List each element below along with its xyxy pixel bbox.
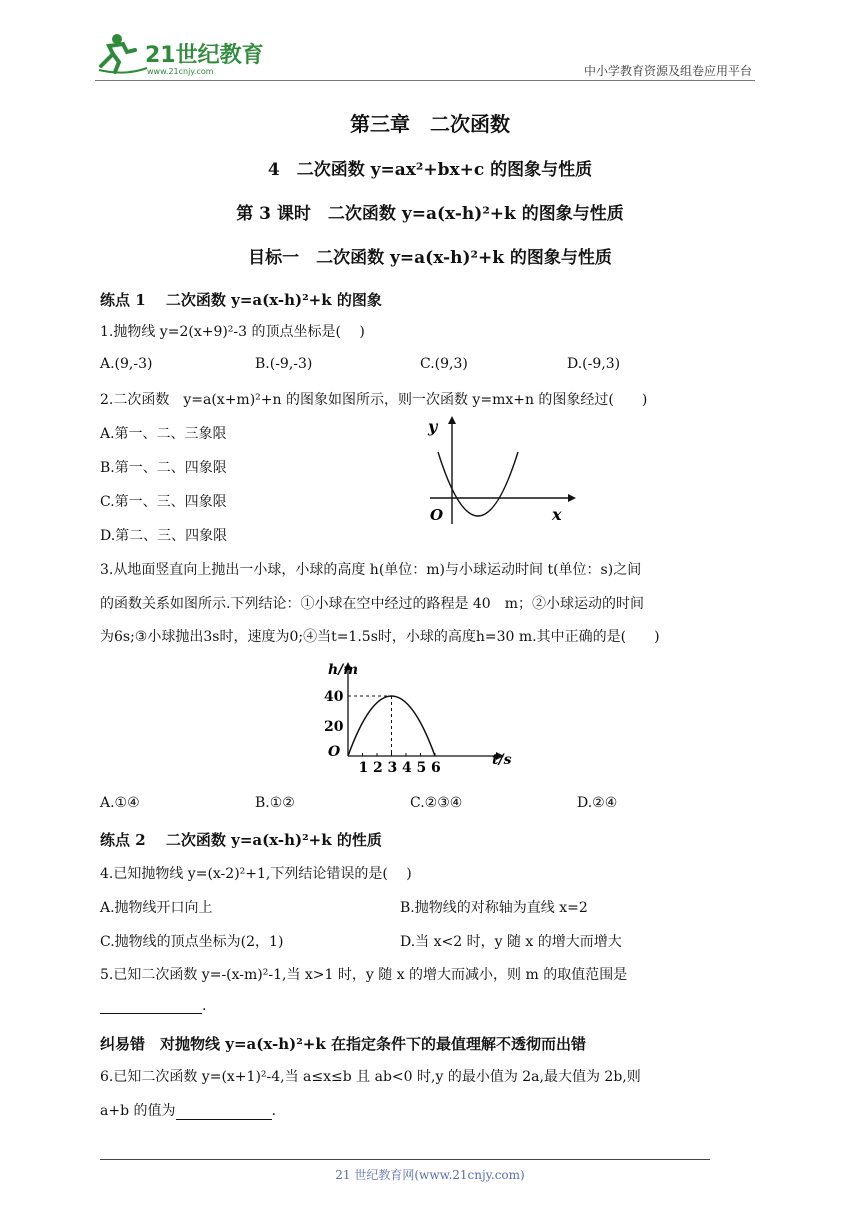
x-tick-label-2: 2 <box>373 760 383 776</box>
q6-end: . <box>271 1103 276 1119</box>
header-divider <box>95 80 755 81</box>
q3-option-d: D.②④ <box>577 795 618 811</box>
q1-option-b: B.(-9,-3) <box>255 356 313 372</box>
chapter-title: 第三章 二次函数 <box>350 112 510 136</box>
goal-title: 目标一 二次函数 y=a(x-h)²+k 的图象与性质 <box>248 248 612 268</box>
q3-line3: 为6s;③小球抛出3s时，速度为0;④当t=1.5s时，小球的高度h=30 m.其中正确的是( ) <box>100 629 660 645</box>
q5-answer-blank[interactable] <box>100 999 202 1014</box>
q6-line2 <box>100 1100 276 1120</box>
q2-parabola-graph <box>420 412 580 532</box>
x-tick-label-5: 5 <box>416 760 427 776</box>
x-tick-label-3: 3 <box>387 760 398 776</box>
q3-line2: 的函数关系如图所示.下列结论：①小球在空中经过的路程是 40 m；②小球运动的时间 <box>100 596 644 612</box>
q3-line1: 3.从地面竖直向上抛出一小球，小球的高度 h(单位：m)与小球运动时间 t(单位：s)之间 <box>100 562 642 578</box>
q3-option-a: A.①④ <box>100 795 140 811</box>
lesson-title: 第 3 课时 二次函数 y=a(x-h)²+k 的图象与性质 <box>236 204 624 224</box>
runner-icon <box>99 34 147 73</box>
q2-option-c: C.第一、三、四象限 <box>100 494 227 510</box>
q3-option-c: C.②③④ <box>410 795 463 811</box>
q6-line1: 6.已知二次函数 y=(x+1)²-4,当 a≤x≤b 且 ab<0 时,y 的最小值为 2a,最大值为 2b,则 <box>100 1069 641 1085</box>
practice1-heading: 练点 1 二次函数 y=a(x-h)²+k 的图象 <box>100 291 382 309</box>
t-axis-label: t/s <box>492 752 512 768</box>
q5-end: . <box>202 998 207 1014</box>
q3-height-time-chart <box>320 658 520 778</box>
q6-line2-text: a+b 的值为 <box>100 1103 176 1119</box>
footer-text: 21 世纪教育网(www.21cnjy.com) <box>335 1168 525 1182</box>
q2-stem: 2.二次函数 y=a(x+m)²+n 的图象如图所示，则一次函数 y=mx+n 的图象经过( ) <box>100 392 648 408</box>
section-title: 4 二次函数 y=ax²+bx+c 的图象与性质 <box>267 160 593 180</box>
site-logo <box>95 30 265 80</box>
q6-answer-blank[interactable] <box>176 1105 272 1120</box>
y-tick-label-20: 20 <box>324 719 344 735</box>
q2-option-b: B.第一、二、四象限 <box>100 460 227 476</box>
q4-option-b: B.抛物线的对称轴为直线 x=2 <box>400 900 588 916</box>
fix-error-heading: 纠易错 对抛物线 y=a(x-h)²+k 在指定条件下的最值理解不透彻而出错 <box>100 1035 586 1053</box>
q2-option-d: D.第二、三、四象限 <box>100 528 228 544</box>
practice2-heading: 练点 2 二次函数 y=a(x-h)²+k 的性质 <box>100 831 382 849</box>
svg-text:www.21cnjy.com: www.21cnjy.com <box>147 67 214 76</box>
x-tick-label-4: 4 <box>402 760 412 776</box>
chart-origin-label: O <box>328 744 341 760</box>
x-tick-label-1: 1 <box>358 760 369 776</box>
origin-label: O <box>430 506 444 524</box>
q4-stem: 4.已知抛物线 y=(x-2)²+1,下列结论错误的是( ) <box>100 866 412 882</box>
parabola-curve <box>438 452 518 516</box>
q4-option-c: C.抛物线的顶点坐标为(2，1) <box>100 934 284 950</box>
q1-stem: 1.抛物线 y=2(x+9)²-3 的顶点坐标是( ) <box>100 324 365 340</box>
q1-option-a: A.(9,-3) <box>100 356 153 372</box>
svg-text:21世纪教育: 21世纪教育 <box>145 43 264 68</box>
q1-option-d: D.(-9,3) <box>567 356 621 372</box>
x-axis-label: x <box>552 505 562 524</box>
q5-answer-line <box>100 998 206 1014</box>
q4-option-a: A.抛物线开口向上 <box>100 900 213 916</box>
platform-name: 中小学教育资源及组卷应用平台 <box>583 64 752 78</box>
y-tick-label-40: 40 <box>324 689 344 705</box>
q4-option-d: D.当 x<2 时，y 随 x 的增大而增大 <box>400 934 622 950</box>
q3-option-b: B.①② <box>255 795 295 811</box>
q1-option-c: C.(9,3) <box>420 356 468 372</box>
q2-option-a: A.第一、二、三象限 <box>100 426 227 442</box>
footer-divider <box>100 1159 710 1160</box>
y-axis-label: y <box>428 417 438 436</box>
h-axis-label: h/m <box>328 662 359 678</box>
x-tick-label-6: 6 <box>431 760 441 776</box>
q5-stem: 5.已知二次函数 y=-(x-m)²-1,当 x>1 时，y 随 x 的增大而减小，则 m 的取值范围是 <box>100 967 628 983</box>
